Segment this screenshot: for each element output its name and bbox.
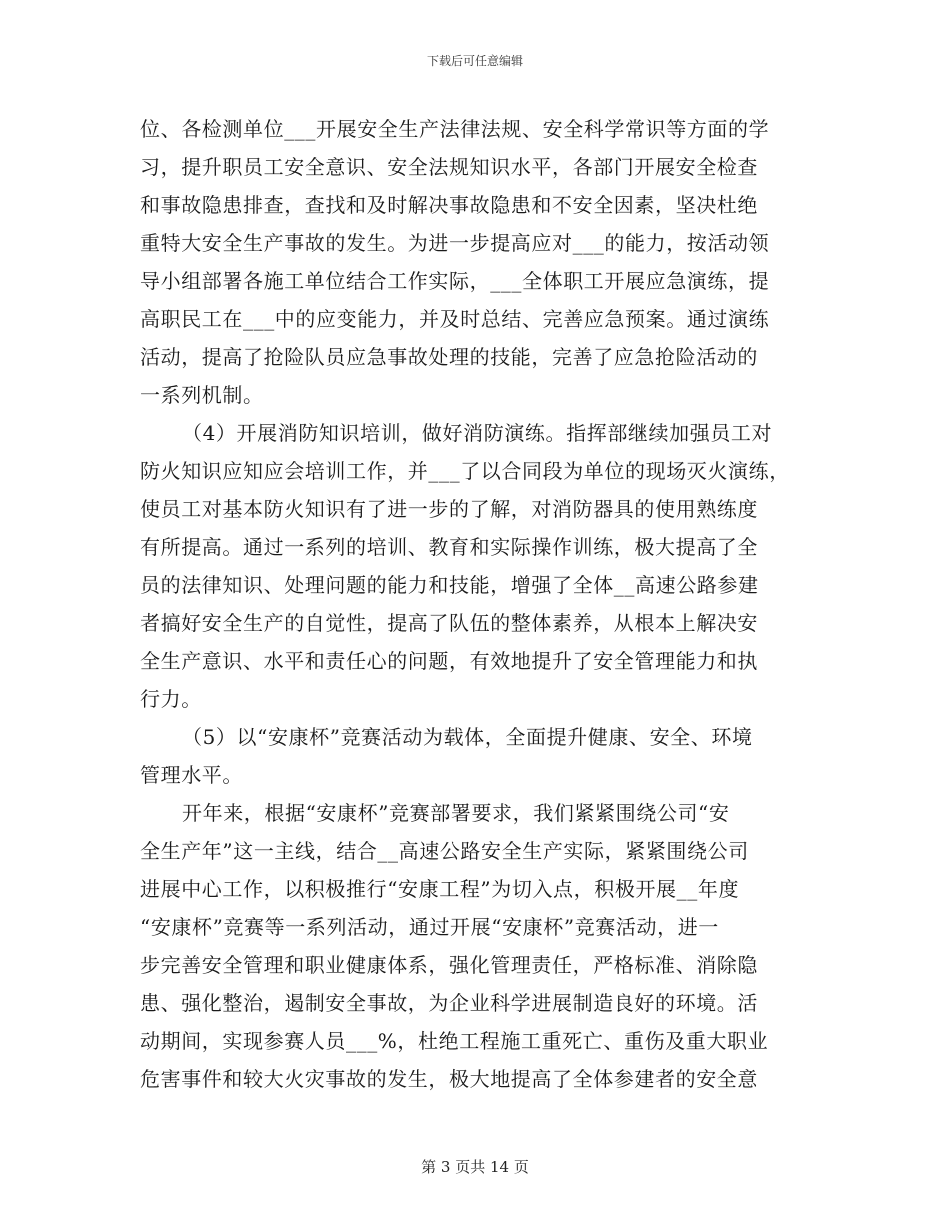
text-line: 导小组部署各施工单位结合工作实际，___全体职工开展应急演练，提	[140, 269, 770, 293]
text-line: 行力。	[140, 687, 202, 711]
text-line: 重特大安全生产事故的发生。为进一步提高应对___的能力，按活动领	[140, 231, 770, 255]
text-line: 员的法律知识、处理问题的能力和技能，增强了全体__高速公路参建	[140, 573, 759, 597]
paragraph-first-line: （4）开展消防知识培训，做好消防演练。指挥部继续加强员工对	[182, 421, 773, 445]
paragraph-first-line: 开年来，根据“安康杯”竞赛部署要求，我们紧紧围绕公司“安	[182, 801, 730, 825]
text-line: 有所提高。通过一系列的培训、教育和实际操作训练，极大提高了全	[140, 535, 758, 559]
text-line: 和事故隐患排查，查找和及时解决事故隐患和不安全因素，坚决杜绝	[140, 193, 758, 217]
text-line: 管理水平。	[140, 763, 243, 787]
text-line: 使员工对基本防火知识有了进一步的了解，对消防器具的使用熟练度	[140, 497, 758, 521]
text-line: 进展中心工作，以积极推行“安康工程”为切入点，积极开展__年度	[140, 877, 740, 901]
text-line: 一系列机制。	[140, 383, 264, 407]
paragraph-first-line: （5）以“安康杯”竞赛活动为载体，全面提升健康、安全、环境	[182, 725, 753, 749]
text-line: 步完善安全管理和职业健康体系，强化管理责任，严格标准、消除隐	[140, 953, 758, 977]
text-line: 习，提升职员工安全意识、安全法规知识水平，各部门开展安全检查	[140, 155, 758, 179]
page-header: 下载后可任意编辑	[426, 54, 523, 68]
text-line: 者搞好安全生产的自觉性，提高了队伍的整体素养，从根本上解决安	[140, 611, 758, 635]
document-body	[140, 110, 812, 1098]
text-line: 危害事件和较大火灾事故的发生，极大地提高了全体参建者的安全意	[140, 1067, 758, 1091]
text-line: 高职民工在___中的应变能力，并及时总结、完善应急预案。通过演练	[140, 307, 770, 331]
text-line: 位、各检测单位___开展安全生产法律法规、安全科学常识等方面的学	[140, 117, 770, 141]
text-line: 防火知识应知应会培训工作，并___了以合同段为单位的现场灭火演练，	[140, 459, 790, 483]
text-line: 患、强化整治，遏制安全事故，为企业科学进展制造良好的环境。活	[140, 991, 758, 1015]
text-line: “安康杯”竞赛等一系列活动，通过开展“安康杯”竞赛活动，进一	[140, 915, 719, 939]
text-line: 全生产意识、水平和责任心的问题，有效地提升了安全管理能力和执	[140, 649, 758, 673]
page-number: 第 3 页共 14 页	[421, 1158, 529, 1176]
text-line: 全生产年”这一主线，结合__高速公路安全生产实际，紧紧围绕公司	[140, 839, 749, 863]
text-line: 动期间，实现参赛人员___%，杜绝工程施工重死亡、重伤及重大职业	[140, 1029, 769, 1053]
text-line: 活动，提高了抢险队员应急事故处理的技能，完善了应急抢险活动的	[140, 345, 758, 369]
